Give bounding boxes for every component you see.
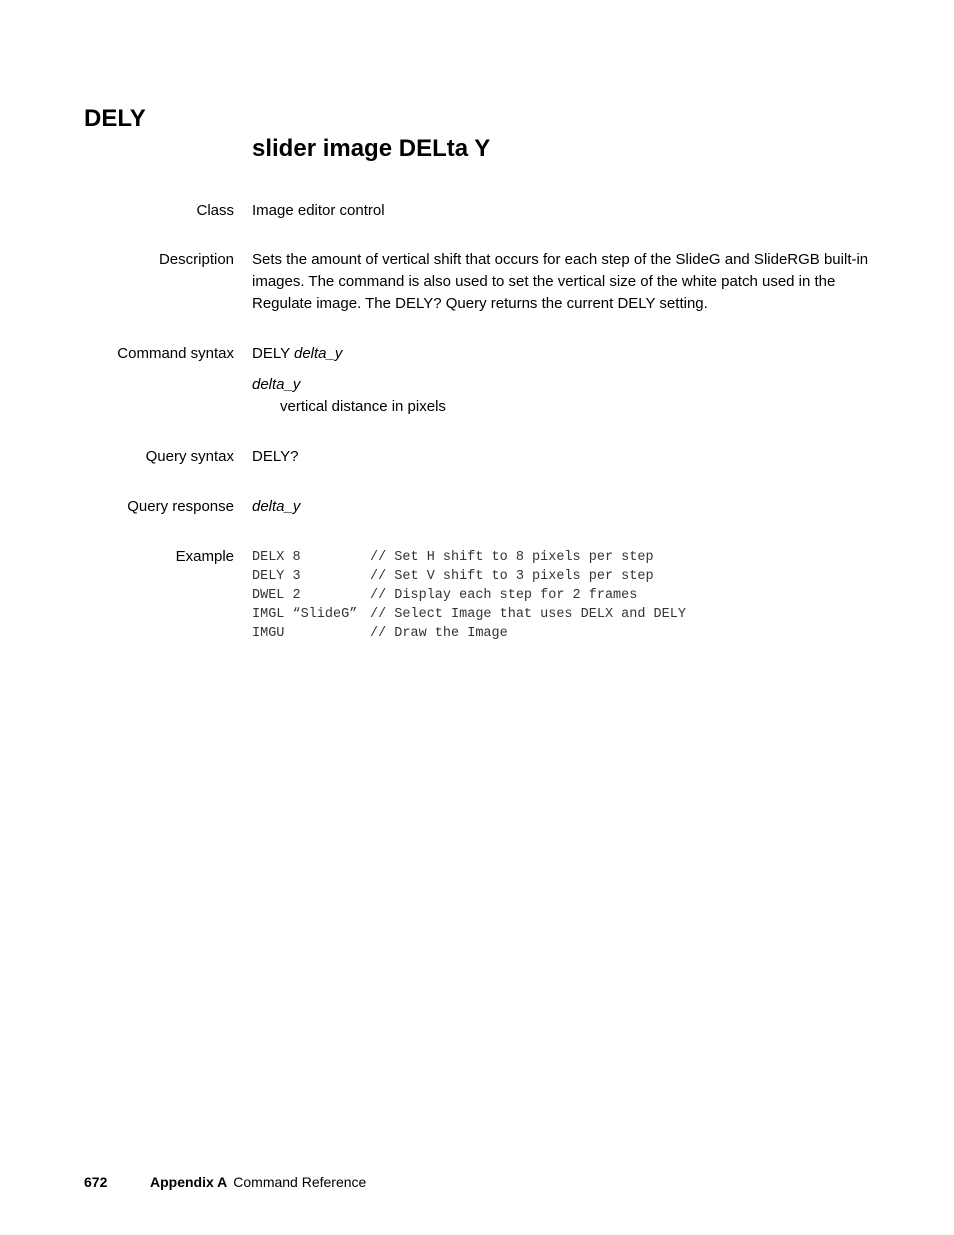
description-text: Sets the amount of vertical shift that occurs for each step of the SlideG and SlideRGB built-in images. The command is also used to set the vertical size of the white patch used in the Regulate image. The DELY? Query returns the current DELY setting. (252, 251, 869, 312)
example-label: Example (175, 548, 234, 565)
class-label: Class (196, 202, 234, 219)
command-syntax-param: delta_y (293, 345, 343, 362)
code-command: DELY 3 (252, 569, 301, 584)
page-footer (84, 1172, 366, 1192)
code-comment: // Display each step for 2 frames (370, 588, 638, 603)
code-line (252, 605, 877, 624)
param-name: delta_y (252, 376, 301, 393)
command-syntax-label: Command syntax (117, 345, 234, 362)
code-line (252, 567, 877, 586)
class-value: Image editor control (252, 202, 385, 219)
code-line (252, 586, 877, 605)
example-code-block (252, 548, 877, 643)
code-line (252, 548, 877, 567)
footer-section: Command Reference (233, 1174, 367, 1190)
code-comment: // Set H shift to 8 pixels per step (370, 550, 654, 565)
code-line (252, 624, 877, 643)
code-comment: // Set V shift to 3 pixels per step (370, 569, 654, 584)
query-response-value: delta_y (252, 498, 301, 515)
code-command: IMGU (252, 626, 285, 641)
footer-appendix: Appendix A (150, 1174, 228, 1190)
code-command: IMGL “SlideG” (252, 607, 358, 622)
code-comment: // Select Image that uses DELX and DELY (370, 607, 686, 622)
code-comment: // Draw the Image (370, 626, 508, 641)
query-syntax-value: DELY? (252, 448, 299, 465)
command-syntax-content (252, 343, 877, 418)
command-title: slider image DELta Y (252, 135, 491, 162)
code-command: DELX 8 (252, 550, 301, 565)
command-name: DELY (84, 105, 146, 132)
description-label: Description (158, 251, 234, 268)
command-syntax-line (252, 343, 877, 365)
query-syntax-label: Query syntax (145, 448, 234, 465)
command-syntax-command: DELY (252, 345, 290, 362)
code-command: DWEL 2 (252, 588, 301, 603)
param-description: vertical distance in pixels (280, 398, 446, 415)
page-number: 672 (84, 1174, 108, 1190)
query-response-label: Query response (127, 498, 234, 515)
